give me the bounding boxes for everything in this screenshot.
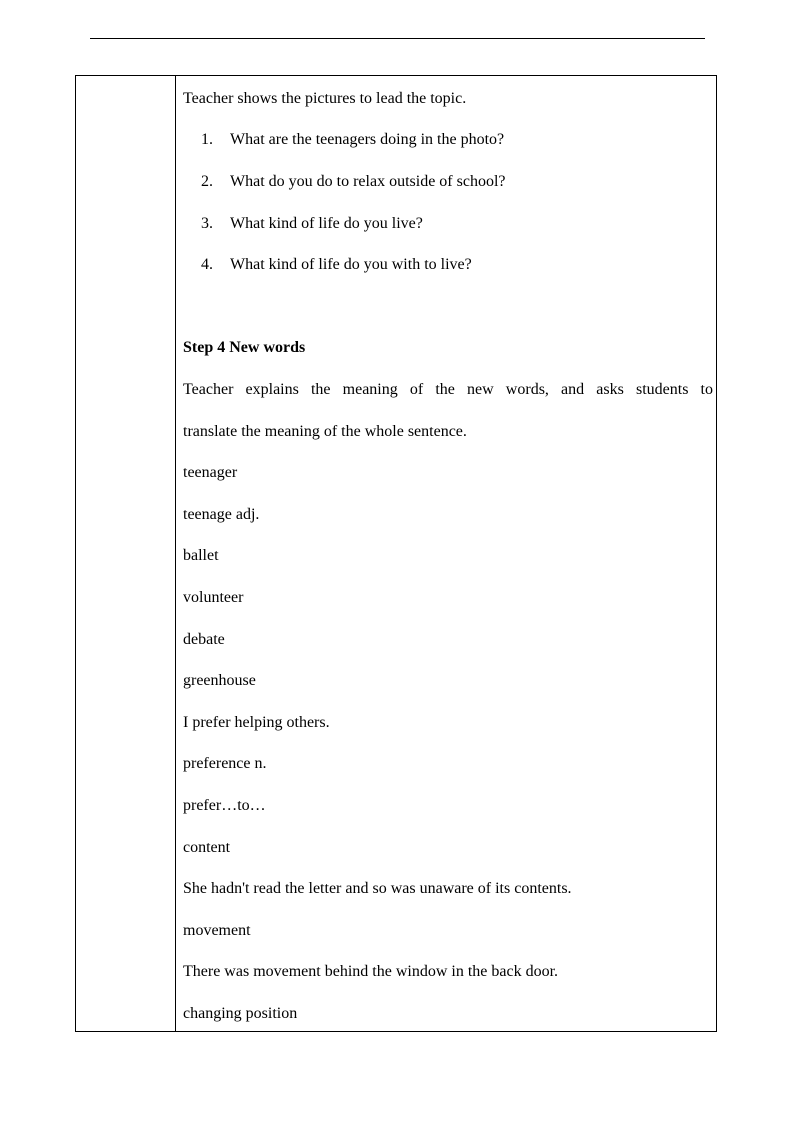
example-sentence: I prefer helping others.	[183, 714, 330, 731]
vocab-item: content	[183, 839, 231, 856]
question-text: What do you do to relax outside of school?	[230, 173, 506, 190]
example-sentence: She hadn't read the letter and so was unaware of its contents.	[183, 880, 572, 897]
vocab-item: greenhouse	[183, 672, 256, 689]
question-text: What are the teenagers doing in the photo?	[230, 131, 505, 148]
vocab-item: movement	[183, 922, 251, 939]
content-cell	[183, 76, 713, 1031]
header-rule	[90, 38, 705, 39]
vocab-item: teenage adj.	[183, 506, 260, 523]
vocab-item: debate	[183, 631, 225, 648]
step-heading: Step 4 New words	[183, 339, 306, 356]
vocab-item: volunteer	[183, 589, 244, 606]
question-text: What kind of life do you live?	[230, 215, 423, 232]
example-sentence: There was movement behind the window in the back door.	[183, 963, 559, 980]
question-number: 4.	[201, 256, 213, 273]
vocab-item: changing position	[183, 1005, 298, 1022]
vocab-item: prefer…to…	[183, 797, 266, 814]
question-number: 3.	[201, 215, 213, 232]
intro-text: Teacher shows the pictures to lead the topic.	[183, 90, 467, 107]
left-column-cell	[76, 76, 176, 1031]
question-number: 1.	[201, 131, 213, 148]
vocab-item: teenager	[183, 464, 238, 481]
explanation-line: translate the meaning of the whole sentence.	[183, 423, 467, 440]
question-text: What kind of life do you with to live?	[230, 256, 472, 273]
explanation-line: Teacher explains the meaning of the new words, and asks students to	[183, 381, 713, 398]
vocab-item: ballet	[183, 547, 219, 564]
question-number: 2.	[201, 173, 213, 190]
vocab-item: preference n.	[183, 755, 267, 772]
lesson-table	[75, 75, 717, 1032]
